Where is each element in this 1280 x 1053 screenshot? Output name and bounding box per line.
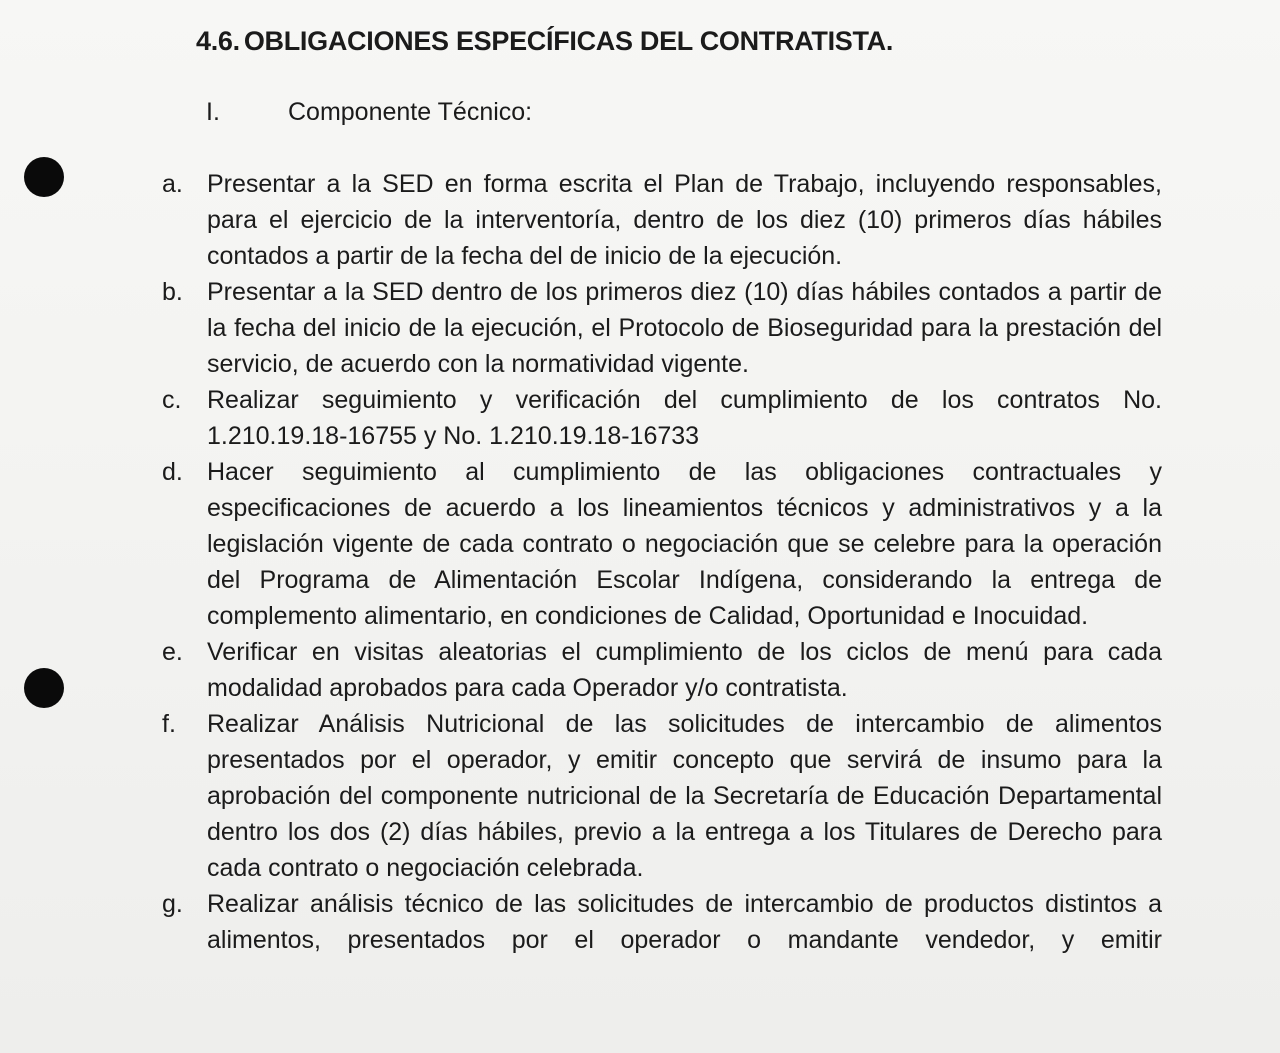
list-item — [162, 634, 1162, 706]
item-text: Realizar Análisis Nutricional de las solicitudes de intercambio de alimentos presentados por el operador, y emitir concepto que servirá de insumo para la aprobación del componente nutricional de la Secretaría de Educación Departamental dentro los dos (2) días hábiles, previo a la entrega a los Titulares de Derecho para cada contrato o negociación celebrada. — [207, 710, 1162, 882]
section-heading — [196, 26, 893, 57]
item-letter: b. — [162, 278, 183, 306]
item-letter: c. — [162, 386, 182, 414]
item-letter: g. — [162, 890, 183, 918]
binder-hole-bottom — [24, 668, 64, 708]
section-title: OBLIGACIONES ESPECÍFICAS DEL CONTRATISTA. — [243, 26, 894, 56]
item-text: Realizar análisis técnico de las solicitudes de intercambio de productos distintos a alimentos, presentados por el operador o mandante vendedor, y emitir — [207, 890, 1162, 954]
list-item — [162, 166, 1162, 274]
list-item — [162, 454, 1162, 634]
list-item — [162, 886, 1162, 958]
item-text: Presentar a la SED dentro de los primeros diez (10) días hábiles contados a partir de la fecha del inicio de la ejecución, el Protocolo de Bioseguridad para la prestación del servicio, de acuerdo con la normatividad vigente. — [207, 278, 1162, 378]
component-numeral: I. — [206, 98, 220, 126]
item-letter: d. — [162, 458, 183, 486]
binder-hole-top — [24, 157, 64, 197]
list-item — [162, 706, 1162, 886]
item-letter: f. — [162, 710, 176, 738]
obligations-list — [162, 166, 1162, 958]
item-letter: a. — [162, 170, 183, 198]
item-letter: e. — [162, 638, 183, 666]
item-text: Verificar en visitas aleatorias el cumplimiento de los ciclos de menú para cada modalidad aprobados para cada Operador y/o contratista. — [207, 638, 1162, 702]
item-text: Presentar a la SED en forma escrita el Plan de Trabajo, incluyendo responsables, para el ejercicio de la interventoría, dentro de los diez (10) primeros días hábiles contados a partir de la fecha del de inicio de la ejecución. — [207, 170, 1162, 270]
item-text: Realizar seguimiento y verificación del cumplimiento de los contratos No. 1.210.19.18-16755 y No. 1.210.19.18-16733 — [207, 386, 1162, 450]
component-heading — [206, 98, 532, 127]
section-number: 4.6. — [196, 26, 240, 56]
component-title: Componente Técnico: — [288, 98, 533, 126]
list-item — [162, 274, 1162, 382]
list-item — [162, 382, 1162, 454]
item-text: Hacer seguimiento al cumplimiento de las obligaciones contractuales y especificaciones de acuerdo a los lineamientos técnicos y administrativos y a la legislación vigente de cada contrato o negociación que se celebre para la operación del Programa de Alimentación Escolar Indígena, considerando la entrega de complemento alimentario, en condiciones de Calidad, Oportunidad e Inocuidad. — [207, 458, 1162, 630]
